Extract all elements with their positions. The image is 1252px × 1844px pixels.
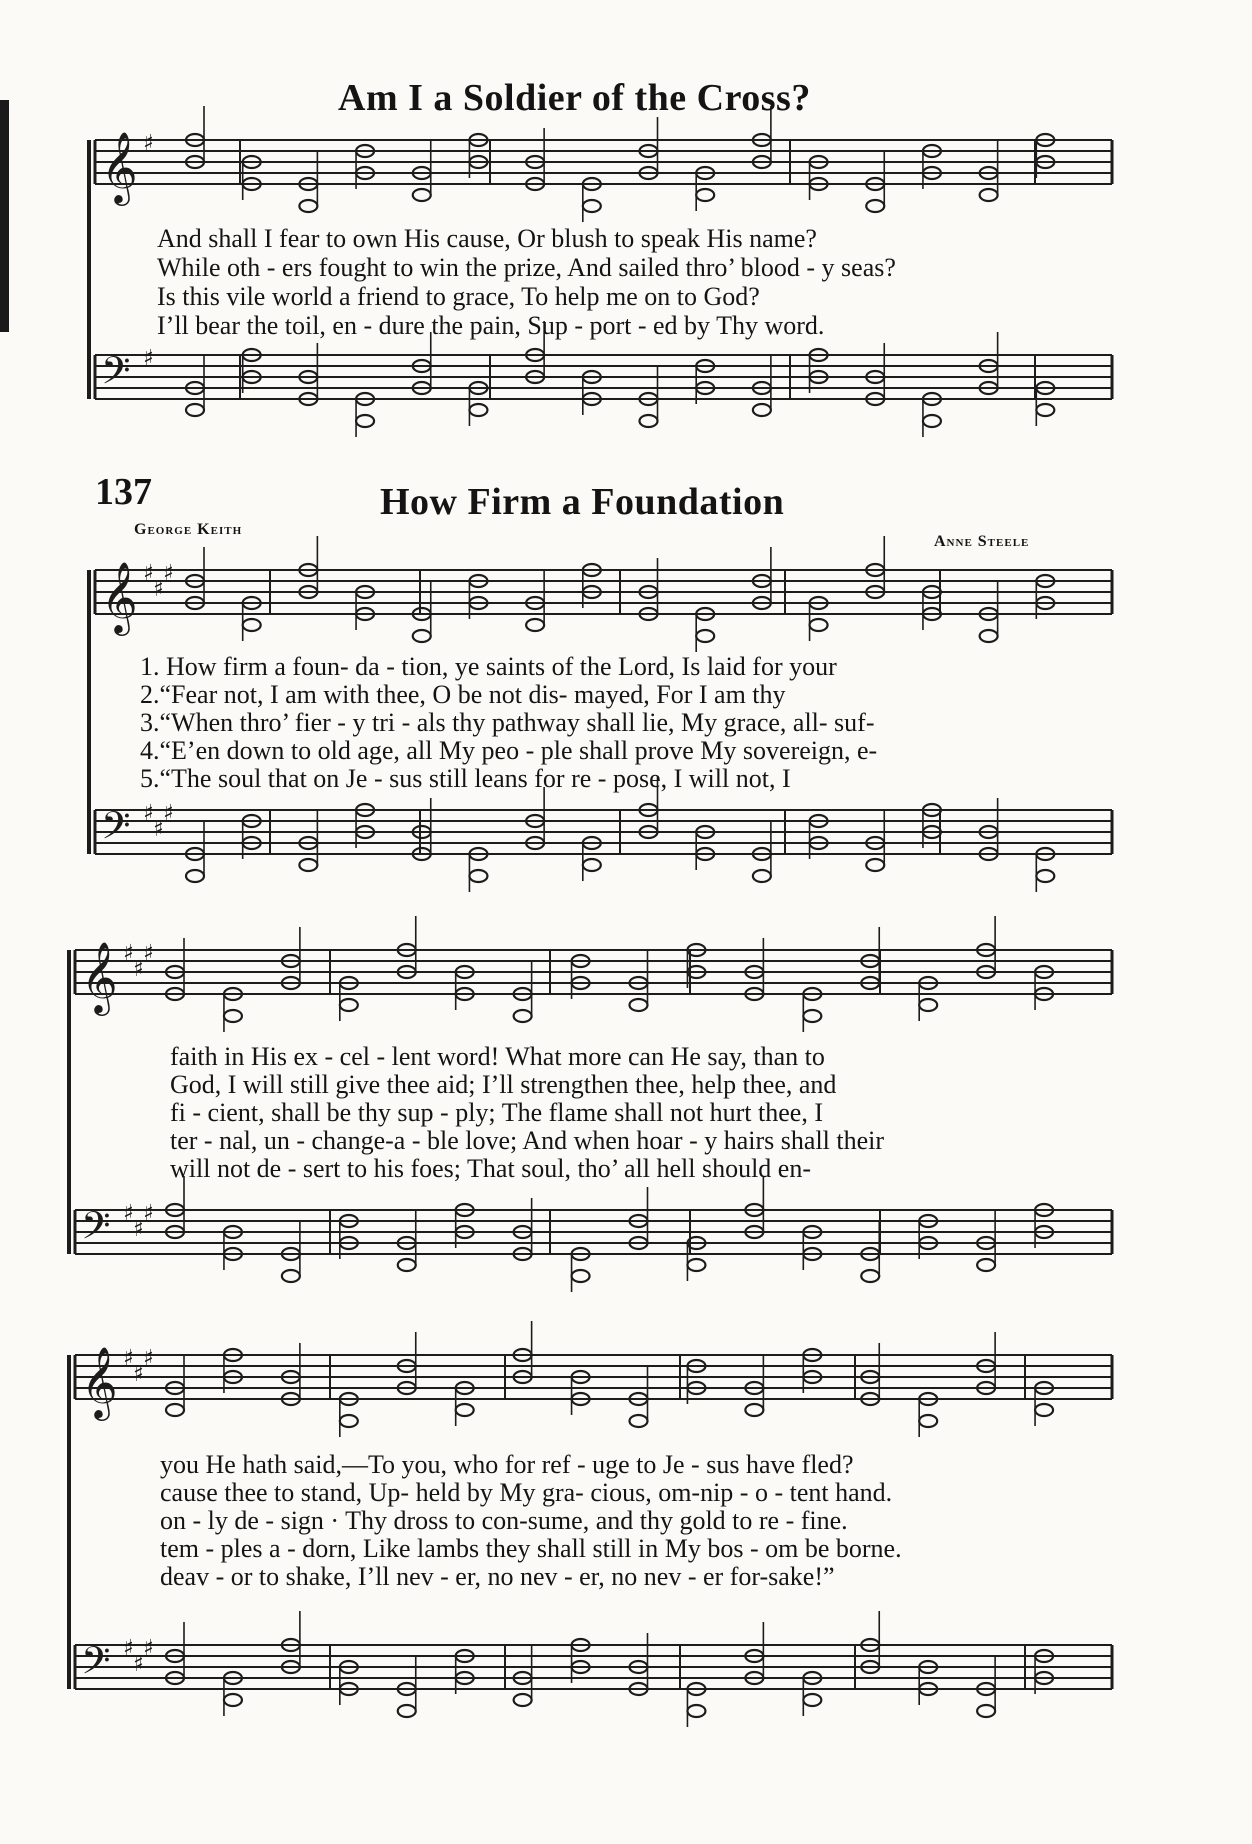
sharp-icon: ♯ [143, 801, 154, 826]
hymn-137-system-1-verse-4: 4.“E’en down to old age, all My peo - ple shall prove My sovereign, e- [140, 736, 878, 765]
note-head [413, 630, 431, 642]
note-head [398, 1259, 416, 1271]
sharp-icon: ♯ [143, 941, 154, 966]
bass-clef-icon: 𝄢 [101, 803, 131, 857]
note-head [186, 404, 204, 416]
hymn-137-system-3-verse-3: on - ly de - sign · Thy dross to con-sume, and thy gold to re - fine. [160, 1506, 848, 1535]
note-head [977, 1259, 995, 1271]
hymn-136-title: Am I a Soldier of the Cross? [338, 77, 811, 119]
hymn-137-system-1-verse-5: 5.“The soul that on Je - sus still leans for re - pose, I will not, I [140, 764, 791, 793]
sharp-icon: ♯ [143, 1201, 154, 1226]
treble-clef-icon: 𝄞 [101, 130, 138, 203]
sharp-icon: ♯ [153, 817, 164, 842]
sharp-icon: ♯ [153, 577, 164, 602]
note-head [340, 999, 358, 1011]
note-head [224, 1694, 242, 1706]
hymn-137-composer: George Keith [134, 521, 243, 538]
note-head [919, 999, 937, 1011]
sharp-icon: ♯ [143, 1346, 154, 1371]
treble-clef-icon: 𝄞 [101, 560, 138, 633]
note-head [469, 404, 487, 416]
bass-clef-icon: 𝄢 [101, 348, 131, 402]
sharp-icon: ♯ [143, 561, 154, 586]
note-head [630, 1415, 648, 1427]
hymn-137-system-3-verse-1: you He hath said,—To you, who for ref - uge to Je - sus have fled? [160, 1450, 854, 1479]
hymn-137-number: 137 [95, 471, 152, 513]
hymn-136-verse-1: And shall I fear to own His cause, Or blush to speak His name? [157, 224, 817, 253]
sharp-icon: ♯ [143, 1636, 154, 1661]
note-head [243, 619, 261, 631]
note-head [526, 619, 544, 631]
note-head [1036, 870, 1054, 882]
sharp-icon: ♯ [133, 957, 144, 982]
sharp-icon: ♯ [123, 1636, 134, 1661]
note-head [514, 1694, 532, 1706]
note-head [1036, 404, 1054, 416]
note-head [919, 1415, 937, 1427]
hymn-137-title: How Firm a Foundation [380, 481, 785, 523]
sharp-icon: ♯ [123, 1346, 134, 1371]
note-head [630, 999, 648, 1011]
hymn-137-system-2-verse-5: will not de - sert to his foes; That soul, tho’ all hell should en- [170, 1154, 811, 1183]
sharp-icon: ♯ [133, 1362, 144, 1387]
note-head [583, 859, 601, 871]
note-head [977, 1705, 995, 1717]
note-head [572, 1270, 590, 1282]
note-head [583, 200, 601, 212]
sharp-icon: ♯ [143, 346, 154, 371]
sharp-icon: ♯ [123, 1201, 134, 1226]
hymn-136-verse-3: Is this vile world a friend to grace, To help me on to God? [157, 282, 760, 311]
note-head [640, 415, 658, 427]
note-head [866, 859, 884, 871]
note-head [745, 1404, 763, 1416]
hymn-137-author: Anne Steele [934, 533, 1030, 550]
hymn-137-system-2-verse-1: faith in His ex - cel - lent word! What more can He say, than to [170, 1042, 825, 1071]
note-head [299, 859, 317, 871]
note-head [224, 1010, 242, 1022]
note-head [299, 200, 317, 212]
note-head [980, 630, 998, 642]
hymn-137-system-3-verse-4: tem - ples a - dorn, Like lambs they shall still in My bos - om be borne. [160, 1534, 902, 1563]
hymn-137-system-2-verse-2: God, I will still give thee aid; I’ll strengthen thee, help thee, and [170, 1070, 837, 1099]
note-head [340, 1415, 358, 1427]
note-head [469, 870, 487, 882]
hymn-137-system-3-verse-5: deav - or to shake, I’ll nev - er, no nev - er, no nev - er for-sake!” [160, 1562, 835, 1591]
note-head [810, 619, 828, 631]
hymn-137-system-1-verse-3: 3.“When thro’ fier - y tri - als thy pathway shall lie, My grace, all- suf- [140, 708, 875, 737]
hymn-136-verse-2: While oth - ers fought to win the prize, And sailed thro’ blood - y seas? [157, 253, 896, 282]
sharp-icon: ♯ [163, 801, 174, 826]
note-head [803, 1010, 821, 1022]
note-head [866, 200, 884, 212]
sharp-icon: ♯ [123, 941, 134, 966]
note-head [696, 630, 714, 642]
note-head [753, 870, 771, 882]
note-head [356, 415, 374, 427]
note-head [980, 189, 998, 201]
hymn-136-verse-4: I’ll bear the toil, en - dure the pain, Sup - port - ed by Thy word. [157, 311, 825, 340]
note-head [398, 1705, 416, 1717]
note-head [413, 189, 431, 201]
hymn-137-system-3-verse-2: cause thee to stand, Up- held by My gra- cious, om-nip - o - tent hand. [160, 1478, 893, 1507]
note-head [514, 1010, 532, 1022]
note-head [687, 1259, 705, 1271]
sharp-icon: ♯ [163, 561, 174, 586]
note-head [923, 415, 941, 427]
note-head [687, 1705, 705, 1717]
note-head [282, 1270, 300, 1282]
note-head [1035, 1404, 1053, 1416]
note-head [753, 404, 771, 416]
note-head [803, 1694, 821, 1706]
hymn-137-system-1-verse-2: 2.“Fear not, I am with thee, O be not dis- mayed, For I am thy [140, 680, 786, 709]
hymn-137-system-1-verse-1: 1. How firm a foun- da - tion, ye saints of the Lord, Is laid for your [140, 652, 837, 681]
note-head [186, 870, 204, 882]
note-head [696, 189, 714, 201]
note-head [166, 1404, 184, 1416]
bass-clef-icon: 𝄢 [81, 1203, 111, 1257]
bass-clef-icon: 𝄢 [81, 1638, 111, 1692]
sharp-icon: ♯ [133, 1652, 144, 1677]
note-head [861, 1270, 879, 1282]
sharp-icon: ♯ [133, 1217, 144, 1242]
treble-clef-icon: 𝄞 [81, 940, 118, 1013]
sharp-icon: ♯ [143, 131, 154, 156]
treble-clef-icon: 𝄞 [81, 1345, 118, 1418]
note-head [456, 1404, 474, 1416]
hymn-137-system-2-verse-3: fi - cient, shall be thy sup - ply; The flame shall not hurt thee, I [170, 1098, 823, 1127]
hymn-137-system-2-verse-4: ter - nal, un - change-a - ble love; And when hoar - y hairs shall their [170, 1126, 885, 1155]
